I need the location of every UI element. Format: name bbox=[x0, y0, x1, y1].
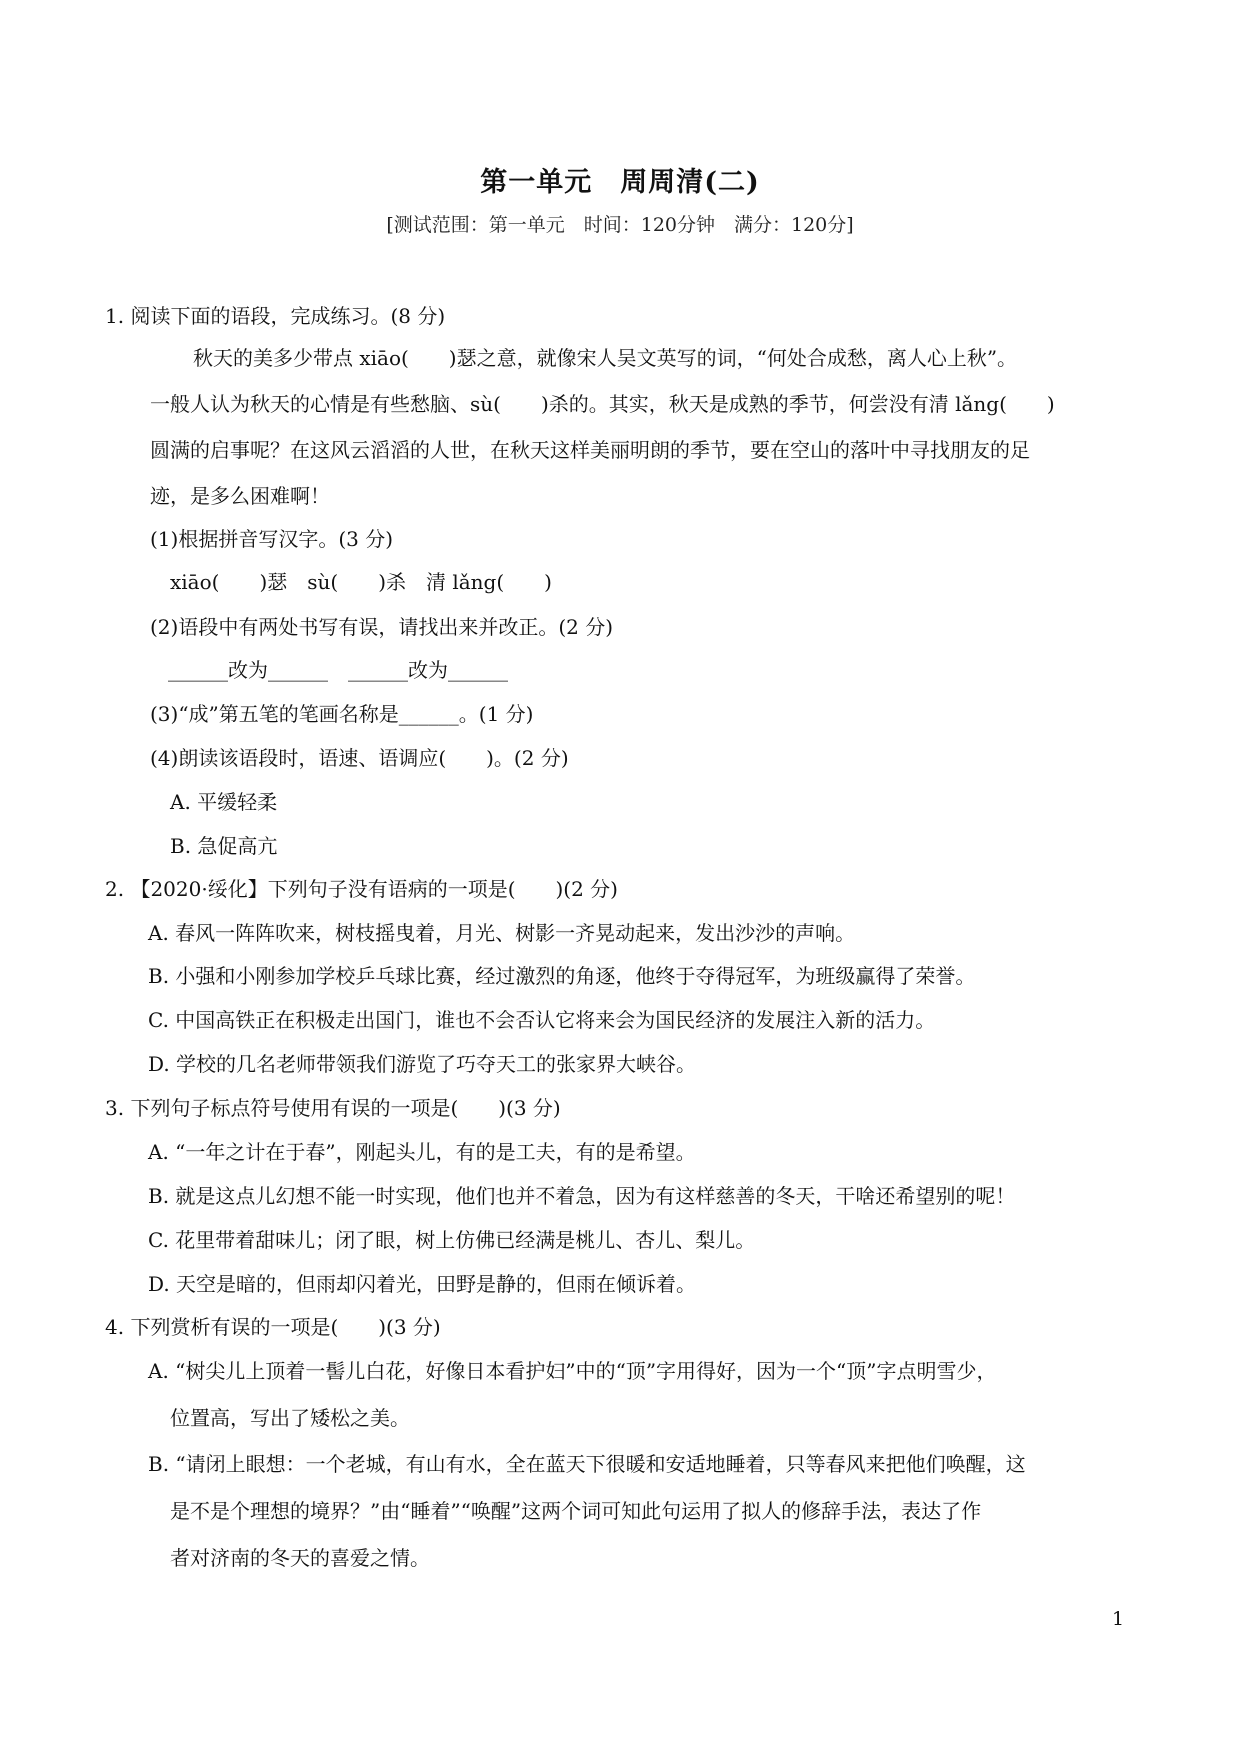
q1-passage-line-3: 圆满的启事呢？在这风云滔滔的人世，在秋天这样美丽明朗的季节，要在空山的落叶中寻找朋友的足 bbox=[150, 438, 1030, 462]
question-2-stem: 2. 【2020·绥化】下列句子没有语病的一项是( )(2 分) bbox=[105, 877, 618, 901]
q4-option-b-line-1: B. “请闭上眼想：一个老城，有山有水，全在蓝天下很暖和安适地睡着，只等春风来把他们唤醒，这 bbox=[148, 1452, 1026, 1476]
q1-sub2-prompt: (2)语段中有两处书写有误，请找出来并改正。(2 分) bbox=[150, 615, 614, 639]
test-scope-line: [测试范围：第一单元 时间：120分钟 满分：120分] bbox=[386, 214, 854, 236]
q3-option-c: C. 花里带着甜味儿；闭了眼，树上仿佛已经满是桃儿、杏儿、梨儿。 bbox=[148, 1228, 756, 1252]
question-4-stem: 4. 下列赏析有误的一项是( )(3 分) bbox=[105, 1315, 441, 1339]
q1-sub1-prompt: (1)根据拼音写汉字。(3 分) bbox=[150, 527, 394, 551]
q2-option-b: B. 小强和小刚参加学校乒乓球比赛，经过激烈的角逐，他终于夺得冠军，为班级赢得了荣誉。 bbox=[148, 964, 976, 988]
question-1-stem: 1. 阅读下面的语段，完成练习。(8 分) bbox=[105, 304, 446, 328]
q1-passage-line-2: 一般人认为秋天的心情是有些愁脑、sù( )杀的。其实，秋天是成熟的季节，何尝没有清 lǎng( ) bbox=[150, 392, 1055, 416]
q1-sub4-option-b: B. 急促高亢 bbox=[170, 834, 278, 858]
q1-sub2-blanks: ______改为______ ______改为______ bbox=[168, 658, 508, 682]
q1-sub4-prompt: (4)朗读该语段时，语速、语调应( )。(2 分) bbox=[150, 746, 569, 770]
q3-option-a: A. “一年之计在于春”，刚起头儿，有的是工夫，有的是希望。 bbox=[148, 1140, 696, 1164]
q1-passage-line-4: 迹，是多么困难啊！ bbox=[150, 484, 330, 508]
q4-option-a-line-2: 位置高，写出了矮松之美。 bbox=[170, 1406, 410, 1430]
page-title: 第一单元 周周清(二) bbox=[480, 167, 760, 198]
q4-option-a-line-1: A. “树尖儿上顶着一髻儿白花，好像日本看护妇”中的“顶”字用得好，因为一个“顶”字点明雪少， bbox=[148, 1359, 997, 1383]
q1-passage-line-1: 秋天的美多少带点 xiāo( )瑟之意，就像宋人吴文英写的词，“何处合成愁，离人心上秋”。 bbox=[193, 346, 1018, 370]
q2-option-d: D. 学校的几名老师带领我们游览了巧夺天工的张家界大峡谷。 bbox=[148, 1052, 697, 1076]
q1-sub3-prompt: (3)“成”第五笔的笔画名称是______。(1 分) bbox=[150, 702, 534, 726]
q2-option-c: C. 中国高铁正在积极走出国门，谁也不会否认它将来会为国民经济的发展注入新的活力。 bbox=[148, 1008, 936, 1032]
q3-option-d: D. 天空是暗的，但雨却闪着光，田野是静的，但雨在倾诉着。 bbox=[148, 1272, 697, 1296]
q1-sub1-blanks: xiāo( )瑟 sù( )杀 清 lǎng( ) bbox=[170, 570, 552, 594]
question-3-stem: 3. 下列句子标点符号使用有误的一项是( )(3 分) bbox=[105, 1096, 561, 1120]
q2-option-a: A. 春风一阵阵吹来，树枝摇曳着，月光、树影一齐晃动起来，发出沙沙的声响。 bbox=[148, 921, 856, 945]
page-number: 1 bbox=[1112, 1608, 1125, 1630]
q3-option-b: B. 就是这点儿幻想不能一时实现，他们也并不着急，因为有这样慈善的冬天，干啥还希望别的呢！ bbox=[148, 1184, 1016, 1208]
q4-option-b-line-2: 是不是个理想的境界？”由“睡着”“唤醒”这两个词可知此句运用了拟人的修辞手法，表达了作 bbox=[170, 1499, 982, 1523]
q4-option-b-line-3: 者对济南的冬天的喜爱之情。 bbox=[170, 1546, 430, 1570]
q1-sub4-option-a: A. 平缓轻柔 bbox=[170, 790, 278, 814]
